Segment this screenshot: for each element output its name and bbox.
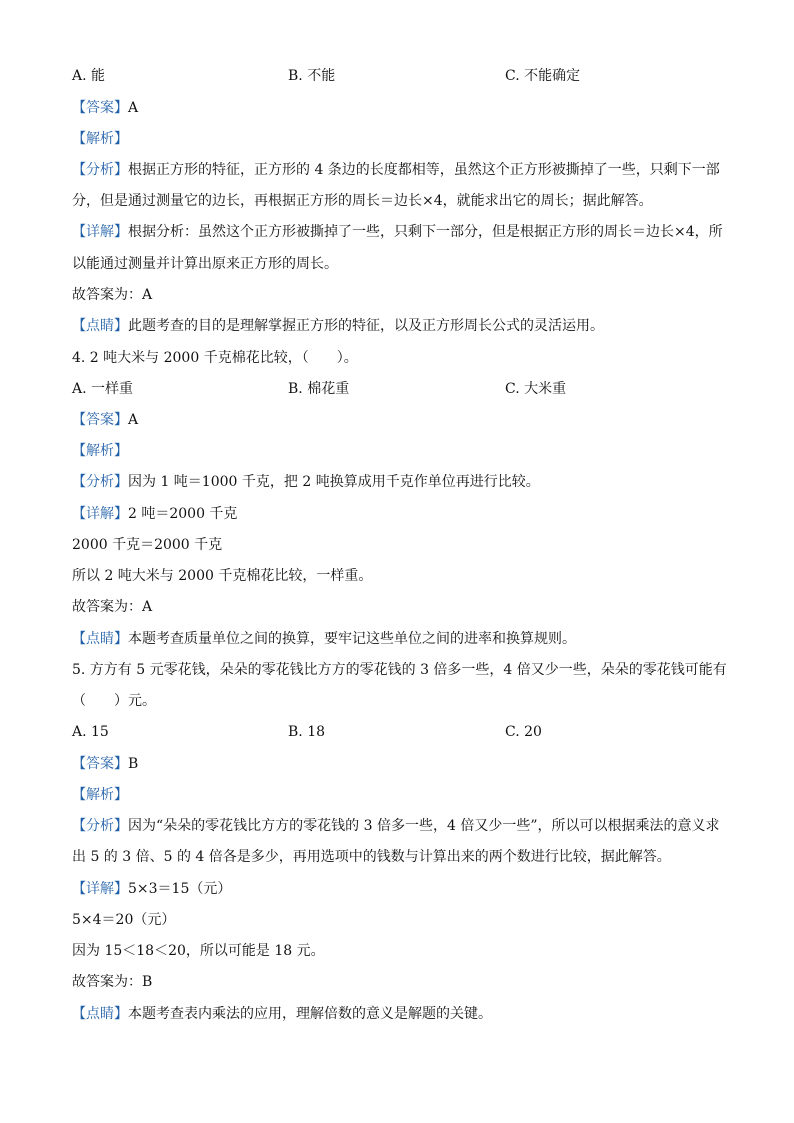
q4-option-c: C. 大米重 [505, 381, 567, 397]
dianjing-text: 本题考查质量单位之间的换算，要牢记这些单位之间的进率和换算规则。 [128, 631, 576, 647]
q4-option-b: B. 棉花重 [288, 381, 350, 397]
q5-answer [72, 755, 138, 773]
q3-option-b: B. 不能 [288, 68, 336, 84]
dianjing-tag: 【点睛】 [72, 318, 128, 334]
detail-text: 5×3＝15（元） [128, 881, 232, 897]
q4-answer [72, 411, 138, 429]
q3-fenxi-line-1 [72, 161, 720, 179]
q3-answer [72, 99, 138, 117]
fenxi-tag: 【分析】 [72, 818, 128, 834]
answer-value: B [128, 756, 139, 772]
dianjing-tag: 【点睛】 [72, 631, 128, 647]
detail-tag: 【详解】 [72, 881, 128, 897]
q4-analysis-heading: 【解析】 [72, 443, 128, 459]
detail-text: 根据分析：虽然这个正方形被撕掉了一些，只剩下一部分，但是根据正方形的周长＝边长×4，所 [128, 224, 723, 240]
q4-final-answer: 故答案为：A [72, 599, 153, 615]
q3-analysis-heading: 【解析】 [72, 131, 128, 147]
detail-text: 2 吨＝2000 千克 [128, 506, 238, 522]
dianjing-text: 本题考查表内乘法的应用，理解倍数的意义是解题的关键。 [128, 1006, 492, 1022]
q5-question-line-1: 5. 方方有 5 元零花钱，朵朵的零花钱比方方的零花钱的 3 倍多一些，4 倍又少一些，朵朵的零花钱可能有 [72, 662, 727, 678]
q5-detail-line-2: 5×4＝20（元） [72, 912, 176, 928]
q5-analysis-heading: 【解析】 [72, 787, 128, 803]
fenxi-text: 因为 1 吨＝1000 千克，把 2 吨换算成用千克作单位再进行比较。 [128, 474, 540, 490]
fenxi-tag: 【分析】 [72, 162, 128, 178]
q5-final-answer: 故答案为：B [72, 974, 153, 990]
q4-detail-line-1 [72, 505, 237, 523]
q3-dianjing [72, 317, 604, 335]
detail-tag: 【详解】 [72, 224, 128, 240]
fenxi-text: 根据正方形的特征，正方形的 4 条边的长度都相等，虽然这个正方形被撕掉了一些，只剩下一部 [128, 162, 720, 178]
q5-detail-line-3: 因为 15＜18＜20，所以可能是 18 元。 [72, 943, 325, 959]
q4-dianjing [72, 630, 576, 648]
dianjing-text: 此题考查的目的是理解掌握正方形的特征，以及正方形周长公式的灵活运用。 [128, 318, 604, 334]
q5-option-b: B. 18 [288, 724, 326, 740]
q3-option-a: A. 能 [72, 68, 106, 84]
q5-question-line-2: （ ）元。 [72, 693, 156, 709]
answer-value: A [128, 100, 139, 116]
answer-tag: 【答案】 [72, 100, 128, 116]
q5-dianjing [72, 1005, 492, 1023]
q4-detail-line-3: 所以 2 吨大米与 2000 千克棉花比较，一样重。 [72, 568, 373, 584]
q3-fenxi-line-2: 分，但是通过测量它的边长，再根据正方形的周长＝边长×4，就能求出它的周长；据此解答。 [72, 193, 653, 209]
answer-tag: 【答案】 [72, 756, 128, 772]
q3-option-c: C. 不能确定 [505, 68, 581, 84]
detail-tag: 【详解】 [72, 506, 128, 522]
q5-fenxi-line-2: 出 5 的 3 倍、5 的 4 倍各是多少，再用选项中的钱数与计算出来的两个数进行比较，据此解答。 [72, 849, 671, 865]
q3-detail-line-1 [72, 223, 723, 241]
q5-option-c: C. 20 [505, 724, 542, 740]
dianjing-tag: 【点睛】 [72, 1006, 128, 1022]
q4-fenxi [72, 473, 540, 491]
q5-detail-line-1 [72, 880, 231, 898]
q3-detail-line-2: 以能通过测量并计算出原来正方形的周长。 [72, 256, 338, 272]
q5-option-a: A. 15 [72, 724, 109, 740]
q5-fenxi-line-1 [72, 817, 719, 835]
fenxi-tag: 【分析】 [72, 474, 128, 490]
answer-value: A [128, 412, 139, 428]
q4-detail-line-2: 2000 千克＝2000 千克 [72, 537, 223, 553]
q4-option-a: A. 一样重 [72, 381, 134, 397]
answer-tag: 【答案】 [72, 412, 128, 428]
fenxi-text: 因为“朵朵的零花钱比方方的零花钱的 3 倍多一些，4 倍又少一些”，所以可以根据乘法的意义求 [128, 818, 720, 834]
q3-final-answer: 故答案为：A [72, 287, 153, 303]
q4-question: 4. 2 吨大米与 2000 千克棉花比较，（ ）。 [72, 350, 358, 366]
